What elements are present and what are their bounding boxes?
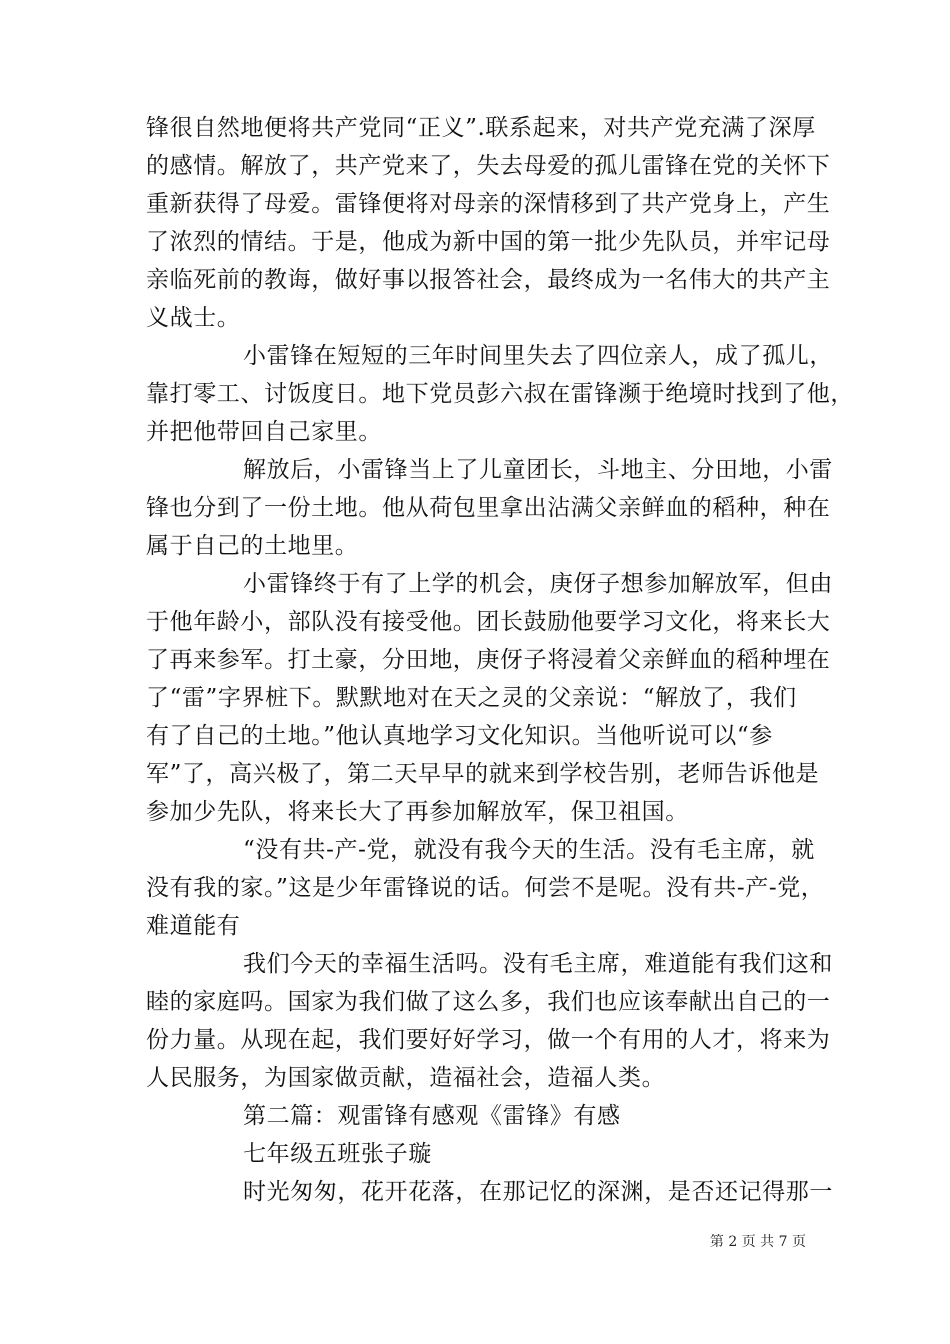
text-line: 属于自己的土地里。 [146, 533, 359, 559]
section-heading: 第二篇：观雷锋有感观《雷锋》有感 [243, 1103, 621, 1129]
text-line: 并把他带回自己家里。 [146, 419, 382, 445]
text-line: 了再来参军。打土豪，分田地，庚伢子将浸着父亲鲜血的稻种埋在 [146, 647, 831, 673]
text-line: 义战士。 [146, 305, 241, 331]
text-line: 没有我的家。”这是少年雷锋说的话。何尝不是呢。没有共-产-党， [146, 875, 825, 901]
text-line: “没有共-产-党，就没有我今天的生活。没有毛主席，就 [243, 837, 815, 863]
text-line: 锋也分到了一份土地。他从荷包里拿出沾满父亲鲜血的稻种，种在 [146, 495, 831, 521]
author-line: 七年级五班张子璇 [243, 1141, 432, 1167]
text-line: 了“雷”字界桩下。默默地对在天之灵的父亲说：“解放了，我们 [146, 685, 797, 711]
text-line: 军”了，高兴极了，第二天早早的就来到学校告别，老师告诉他是 [146, 761, 820, 787]
text-line: 人民服务，为国家做贡献，造福社会，造福人类。 [146, 1065, 666, 1091]
text-line: 我们今天的幸福生活吗。没有毛主席，难道能有我们这和 [243, 951, 833, 977]
text-line: 参加少先队，将来长大了再参加解放军，保卫祖国。 [146, 799, 689, 825]
text-line: 靠打零工、讨饭度日。地下党员彭六叔在雷锋濒于绝境时找到了他， [146, 381, 854, 407]
text-line: 份力量。从现在起，我们要好好学习，做一个有用的人才，将来为 [146, 1027, 831, 1053]
text-line: 亲临死前的教诲，做好事以报答社会，最终成为一名伟大的共产主 [146, 267, 831, 293]
text-line: 的感情。解放了，共产党来了，失去母爱的孤儿雷锋在党的关怀下 [146, 153, 831, 179]
text-line: 小雷锋终于有了上学的机会，庚伢子想参加解放军，但由 [243, 571, 833, 597]
text-line: 小雷锋在短短的三年时间里失去了四位亲人，成了孤儿， [243, 343, 833, 369]
text-line: 于他年龄小，部队没有接受他。团长鼓励他要学习文化，将来长大 [146, 609, 831, 635]
text-line: 了浓烈的情结。于是，他成为新中国的第一批少先队员，并牢记母 [146, 229, 831, 255]
text-line: 睦的家庭吗。国家为我们做了这么多，我们也应该奉献出自己的一 [146, 989, 831, 1015]
text-line: 锋很自然地便将共产党同“正义”.联系起来，对共产党充满了深厚 [146, 115, 816, 141]
text-line: 有了自己的土地。”他认真地学习文化知识。当他听说可以“参 [146, 723, 773, 749]
text-line: 难道能有 [146, 913, 241, 939]
text-line: 时光匆匆，花开花落，在那记忆的深渊，是否还记得那一 [243, 1179, 833, 1205]
page-number: 第 2 页 共 7 页 [709, 1234, 806, 1250]
text-line: 解放后，小雷锋当上了儿童团长，斗地主、分田地，小雷 [243, 457, 833, 483]
text-line: 重新获得了母爱。雷锋便将对母亲的深情移到了共产党身上，产生 [146, 191, 831, 217]
